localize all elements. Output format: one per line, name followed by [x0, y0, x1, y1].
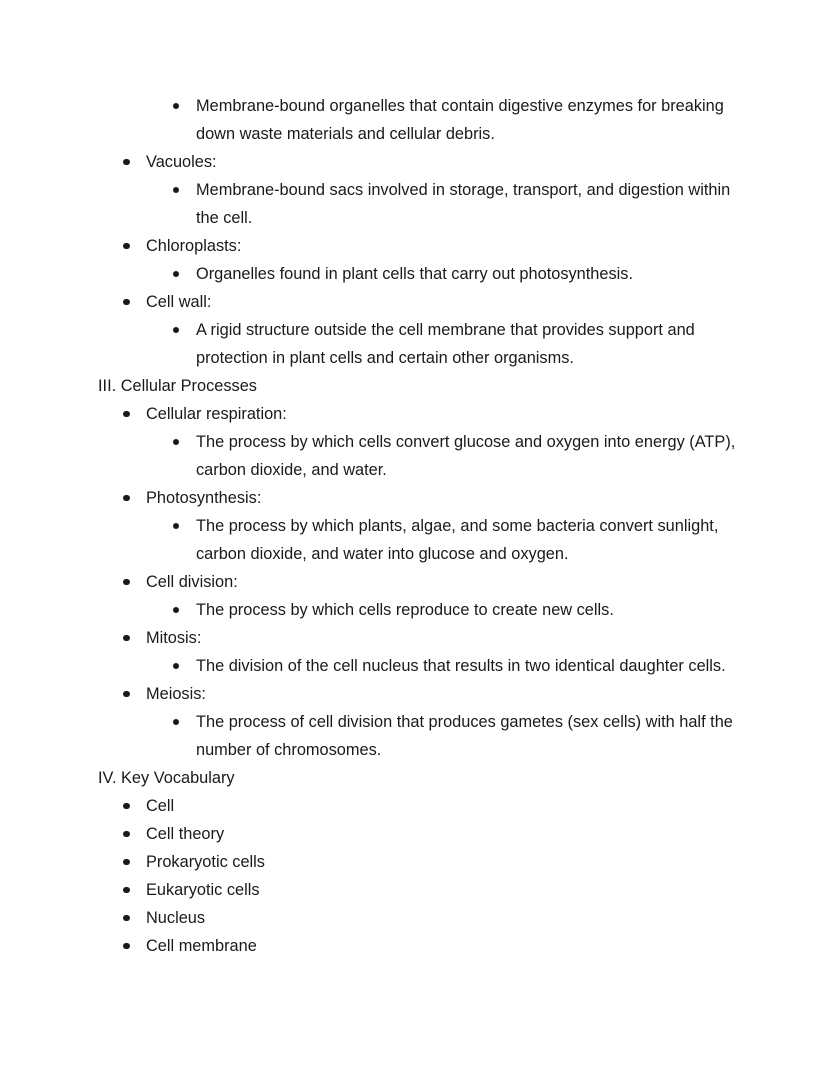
list-item-text: Membrane-bound sacs involved in storage, transport, and digestion within the cell.: [196, 181, 731, 227]
list-item: [98, 624, 828, 652]
list-item: [98, 484, 828, 512]
list-item-text: Prokaryotic cells: [146, 853, 265, 871]
list-item-text: Cell: [146, 797, 175, 815]
bullet-icon: [123, 411, 130, 418]
list-item: [98, 932, 828, 960]
list-item: [98, 260, 828, 288]
bullet-icon: [173, 327, 180, 334]
list-item-text: The process of cell division that produces gametes (sex cells) with half the number of chromosomes.: [196, 713, 733, 759]
list-item: [98, 904, 828, 932]
list-item-text: Organelles found in plant cells that carry out photosynthesis.: [196, 265, 633, 283]
bullet-icon: [123, 943, 130, 950]
list-item-text: Nucleus: [146, 909, 206, 927]
document-outline: [98, 92, 828, 960]
list-item-text: Cellular respiration:: [146, 405, 287, 423]
list-item-text: Chloroplasts:: [146, 237, 242, 255]
list-item-text: A rigid structure outside the cell membrane that provides support and protection in plant cells and certain other organisms.: [196, 321, 695, 367]
bullet-icon: [123, 915, 130, 922]
list-item: [98, 680, 828, 708]
list-item-text: Membrane-bound organelles that contain digestive enzymes for breaking down waste materials and cellular debris.: [196, 97, 724, 143]
list-item-text: The process by which plants, algae, and some bacteria convert sunlight, carbon dioxide, and water into glucose and oxygen.: [196, 517, 719, 563]
list-item-text: Meiosis:: [146, 685, 206, 703]
bullet-icon: [123, 691, 130, 698]
list-item: [98, 176, 828, 232]
bullet-icon: [123, 299, 130, 306]
list-item-text: Vacuoles:: [146, 153, 217, 171]
list-item: [98, 568, 828, 596]
section-heading: [98, 372, 828, 400]
section-heading: [98, 764, 828, 792]
list-item-text: Cell membrane: [146, 937, 257, 955]
list-item-text: Cell division:: [146, 573, 238, 591]
list-item: [98, 596, 828, 624]
bullet-icon: [123, 495, 130, 502]
list-item: [98, 792, 828, 820]
section-heading-text: IV. Key Vocabulary: [98, 769, 235, 787]
list-item: [98, 512, 828, 568]
bullet-icon: [173, 607, 180, 614]
list-item-text: The process by which cells reproduce to create new cells.: [196, 601, 614, 619]
list-item-text: Eukaryotic cells: [146, 881, 260, 899]
list-item-text: Mitosis:: [146, 629, 202, 647]
list-item: [98, 820, 828, 848]
bullet-icon: [123, 887, 130, 894]
list-item: [98, 92, 828, 148]
list-item: [98, 708, 828, 764]
list-item-text: Cell wall:: [146, 293, 212, 311]
bullet-icon: [173, 663, 180, 670]
bullet-icon: [123, 579, 130, 586]
bullet-icon: [123, 159, 130, 166]
bullet-icon: [123, 831, 130, 838]
list-item: [98, 652, 828, 680]
bullet-icon: [123, 243, 130, 250]
bullet-icon: [173, 439, 180, 446]
list-item-text: The division of the cell nucleus that results in two identical daughter cells.: [196, 657, 726, 675]
list-item: [98, 400, 828, 428]
list-item: [98, 428, 828, 484]
section-heading-text: III. Cellular Processes: [98, 377, 257, 395]
list-item: [98, 848, 828, 876]
bullet-icon: [173, 523, 180, 530]
list-item-text: Photosynthesis:: [146, 489, 262, 507]
list-item-text: The process by which cells convert glucose and oxygen into energy (ATP), carbon dioxide, and water.: [196, 433, 736, 479]
bullet-icon: [123, 635, 130, 642]
list-item: [98, 876, 828, 904]
list-item: [98, 316, 828, 372]
bullet-icon: [173, 103, 180, 110]
list-item: [98, 148, 828, 176]
bullet-icon: [173, 719, 180, 726]
bullet-icon: [123, 859, 130, 866]
list-item: [98, 232, 828, 260]
bullet-icon: [173, 187, 180, 194]
list-item-text: Cell theory: [146, 825, 225, 843]
bullet-icon: [123, 803, 130, 810]
bullet-icon: [173, 271, 180, 278]
list-item: [98, 288, 828, 316]
